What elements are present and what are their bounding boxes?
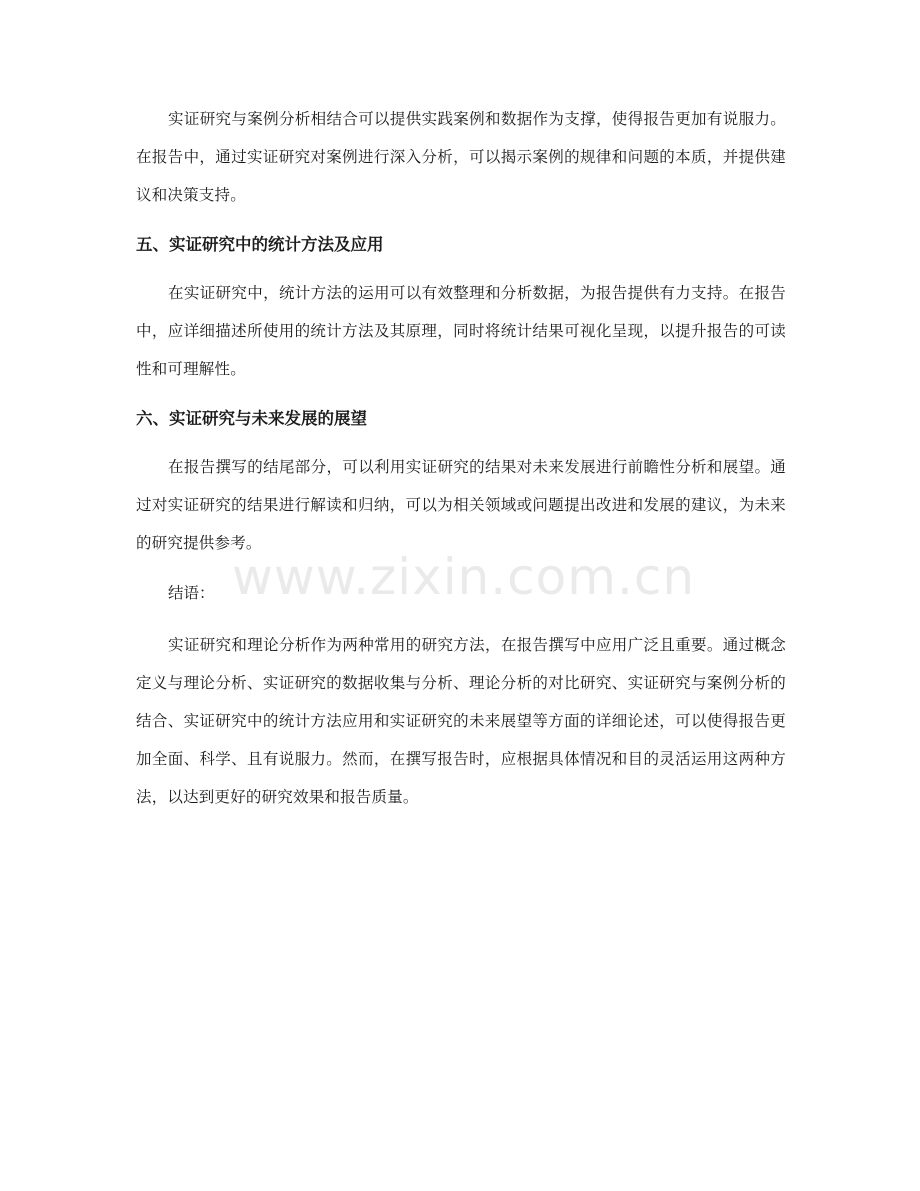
- paragraph-future: 在报告撰写的结尾部分，可以利用实证研究的结果对未来发展进行前瞻性分析和展望。通过对实证研究的结果进行解读和归纳，可以为相关领域或问题提出改进和发展的建议，为未来的研究提供参考。: [136, 458, 786, 552]
- section-heading-5: 五、实证研究中的统计方法及应用: [136, 235, 384, 254]
- paragraph-case-analysis: 实证研究与案例分析相结合可以提供实践案例和数据作为支撑，使得报告更加有说服力。在报告中，通过实证研究对案例进行深入分析，可以揭示案例的规律和问题的本质，并提供建议和决策支持。: [136, 110, 786, 204]
- watermark: www.zixin.com.cn: [232, 548, 696, 606]
- document-body: [136, 100, 786, 828]
- paragraph-statistics: 在实证研究中，统计方法的运用可以有效整理和分析数据，为报告提供有力支持。在报告中，应详细描述所使用的统计方法及其原理，同时将统计结果可视化呈现，以提升报告的可读性和可理解性。: [136, 284, 786, 378]
- section-heading-6: 六、实证研究与未来发展的展望: [136, 409, 367, 428]
- paragraph-conclusion: 实证研究和理论分析作为两种常用的研究方法，在报告撰写中应用广泛且重要。通过概念定义与理论分析、实证研究的数据收集与分析、理论分析的对比研究、实证研究与案例分析的结合、实证研究中的统计方法应用和实证研究的未来展望等方面的详细论述，可以使得报告更加全面、科学、且有说服力。然而，在撰写报告时，应根据具体情况和目的灵活运用这两种方法，以达到更好的研究效果和报告质量。: [136, 636, 786, 806]
- closing-label: 结语：: [168, 584, 215, 602]
